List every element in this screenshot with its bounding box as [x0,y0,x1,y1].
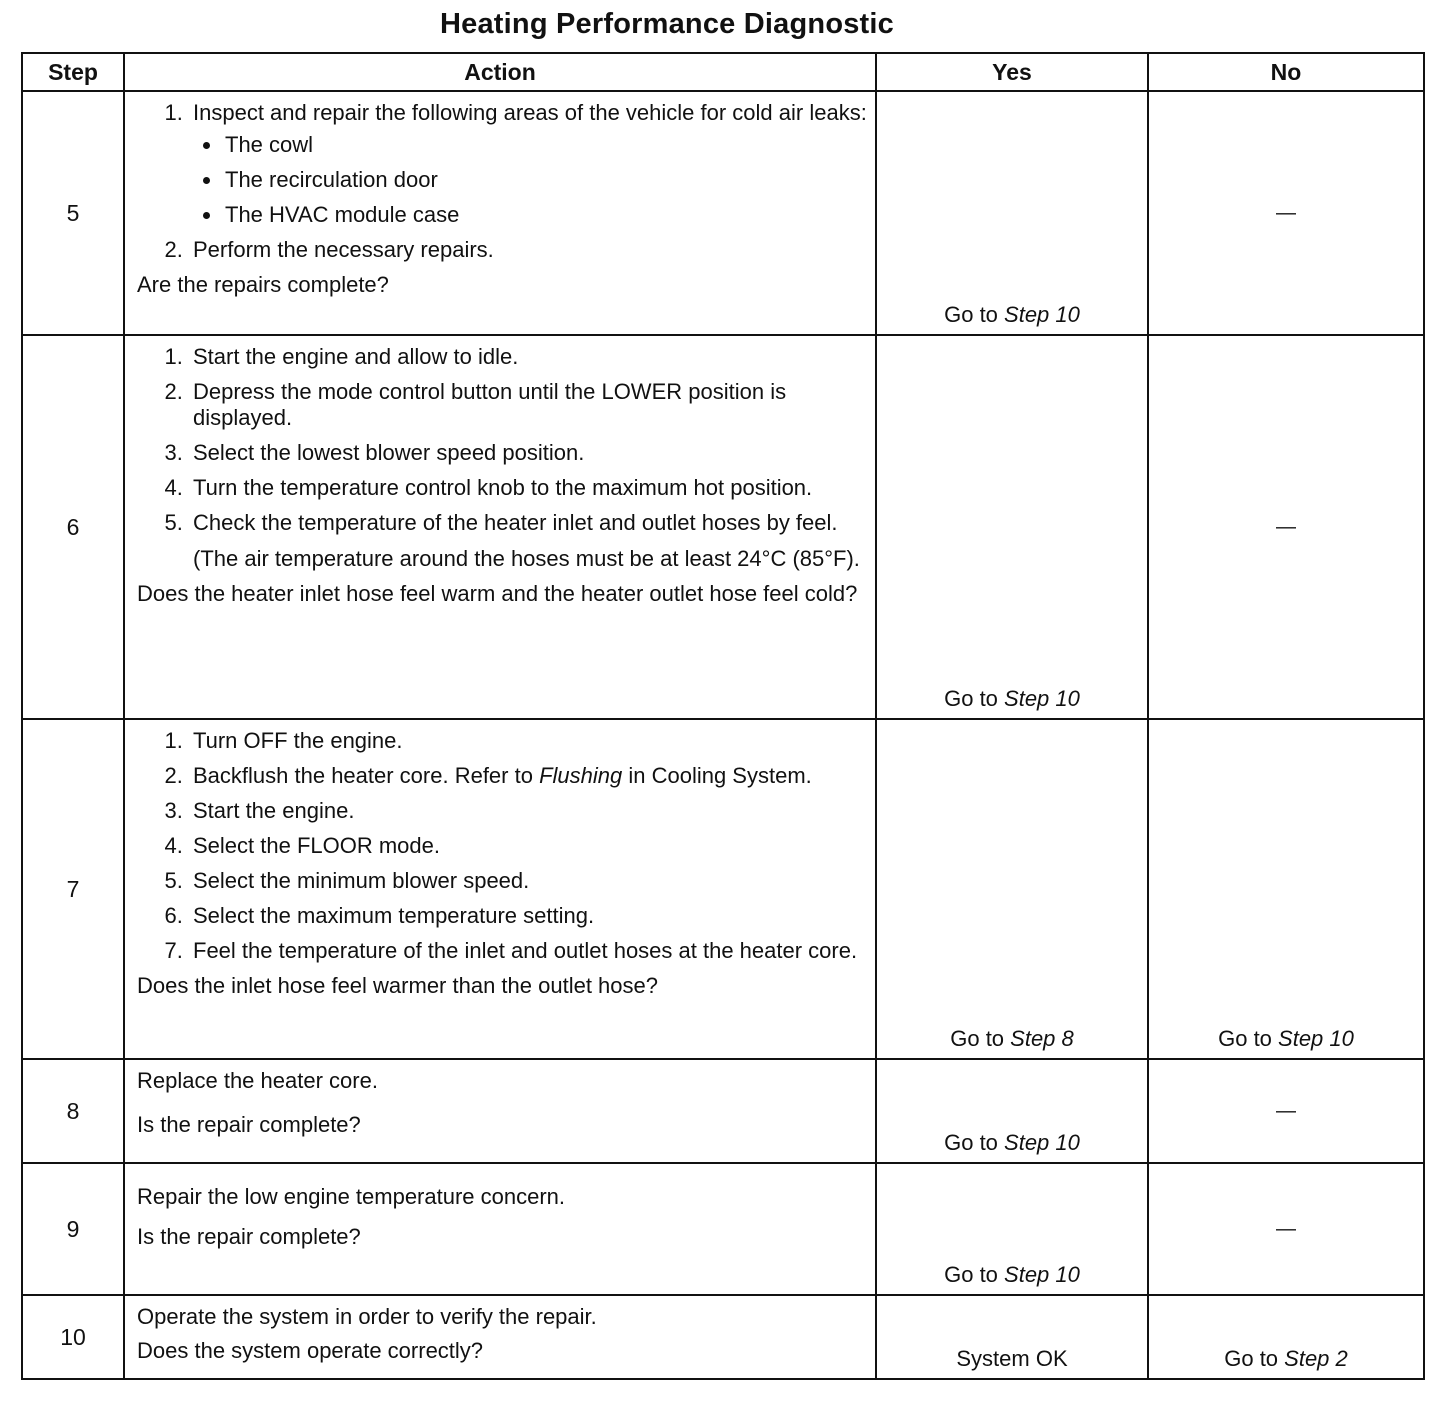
yes-cell: Go to Step 10 [876,1163,1148,1295]
action-item: 4. Select the FLOOR mode. [189,833,867,859]
action-cell [124,719,876,1059]
bullet-item: • The HVAC module case [223,202,867,228]
table-row-step-9 [22,1163,1424,1295]
yes-cell: Go to Step 8 [876,719,1148,1059]
table-row-step-7 [22,719,1424,1059]
no-cell: Go to Step 2 [1148,1295,1424,1379]
no-cell: — [1148,91,1424,335]
action-item: 6. Select the maximum temperature setting. [189,903,867,929]
diagnostic-table [21,52,1425,1380]
no-cell: Go to Step 10 [1148,719,1424,1059]
action-item: 5. Select the minimum blower speed. [189,868,867,894]
action-cell [124,91,876,335]
header-yes: Yes [876,53,1148,91]
header-no: No [1148,53,1424,91]
bullet-item: • The recirculation door [223,167,867,193]
bullet-item: • The cowl [223,132,867,158]
step-number: 10 [22,1295,124,1379]
header-action: Action [124,53,876,91]
question: Does the inlet hose feel warmer than the outlet hose? [137,973,658,998]
yes-cell: Go to Step 10 [876,1059,1148,1163]
action-item: 7. Feel the temperature of the inlet and outlet hoses at the heater core. [189,938,867,964]
step-number: 5 [22,91,124,335]
question: Is the repair complete? [137,1224,361,1249]
action-item: 1. Start the engine and allow to idle. [189,344,867,370]
action-cell [124,335,876,719]
no-cell: — [1148,1059,1424,1163]
action-cell [124,1163,876,1295]
step-reference: Step 2 [1284,1346,1348,1371]
action-item: 3. Select the lowest blower speed position. [189,440,867,466]
table-row-step-8 [22,1059,1424,1163]
table-row-step-6 [22,335,1424,719]
question: Does the system operate correctly? [137,1338,484,1363]
question: Are the repairs complete? [137,272,389,297]
action-item: 1. Turn OFF the engine. [189,728,867,754]
action-item: 5. Check the temperature of the heater inlet and outlet hoses by feel. (The air temperature around the hoses must be at least 24°C (85°F). [189,510,867,572]
step-reference: Step 10 [1004,1262,1080,1287]
note: (The air temperature around the hoses must be at least 24°C (85°F). [193,546,860,571]
table-row-step-10 [22,1295,1424,1379]
step-number: 9 [22,1163,124,1295]
action-item: 2. Backflush the heater core. Refer to Flushing in Cooling System. [189,763,867,789]
action-item: 1. Inspect and repair the following areas of the vehicle for cold air leaks: • The cowl • The recirculation door • The HVAC module case [189,100,867,228]
step-reference: Step 10 [1004,1130,1080,1155]
reference-link: Flushing [539,763,623,788]
no-cell: — [1148,1163,1424,1295]
yes-cell: Go to Step 10 [876,91,1148,335]
step-number: 6 [22,335,124,719]
table-row-step-5 [22,91,1424,335]
header-step: Step [22,53,124,91]
action-item: 4. Turn the temperature control knob to the maximum hot position. [189,475,867,501]
yes-cell: Go to Step 10 [876,335,1148,719]
bullet-list [193,132,867,228]
action-text: Repair the low engine temperature concern. [137,1184,566,1209]
step-reference: Step 10 [1004,302,1080,327]
action-item: 2. Depress the mode control button until the LOWER position is displayed. [189,379,867,431]
action-cell [124,1059,876,1163]
no-cell: — [1148,335,1424,719]
step-number: 7 [22,719,124,1059]
action-item: 3. Start the engine. [189,798,867,824]
step-reference: Step 8 [1010,1026,1074,1051]
step-number: 8 [22,1059,124,1163]
question: Is the repair complete? [137,1112,361,1137]
action-text: Operate the system in order to verify the repair. [137,1304,597,1329]
yes-cell: System OK [876,1295,1148,1379]
action-item: 2. Perform the necessary repairs. [189,237,867,263]
page-title: Heating Performance Diagnostic [440,8,894,40]
step-reference: Step 10 [1004,686,1080,711]
action-cell [124,1295,876,1379]
header-row [22,53,1424,91]
step-reference: Step 10 [1278,1026,1354,1051]
question: Does the heater inlet hose feel warm and the heater outlet hose feel cold? [137,581,858,606]
action-text: Replace the heater core. [137,1068,378,1093]
